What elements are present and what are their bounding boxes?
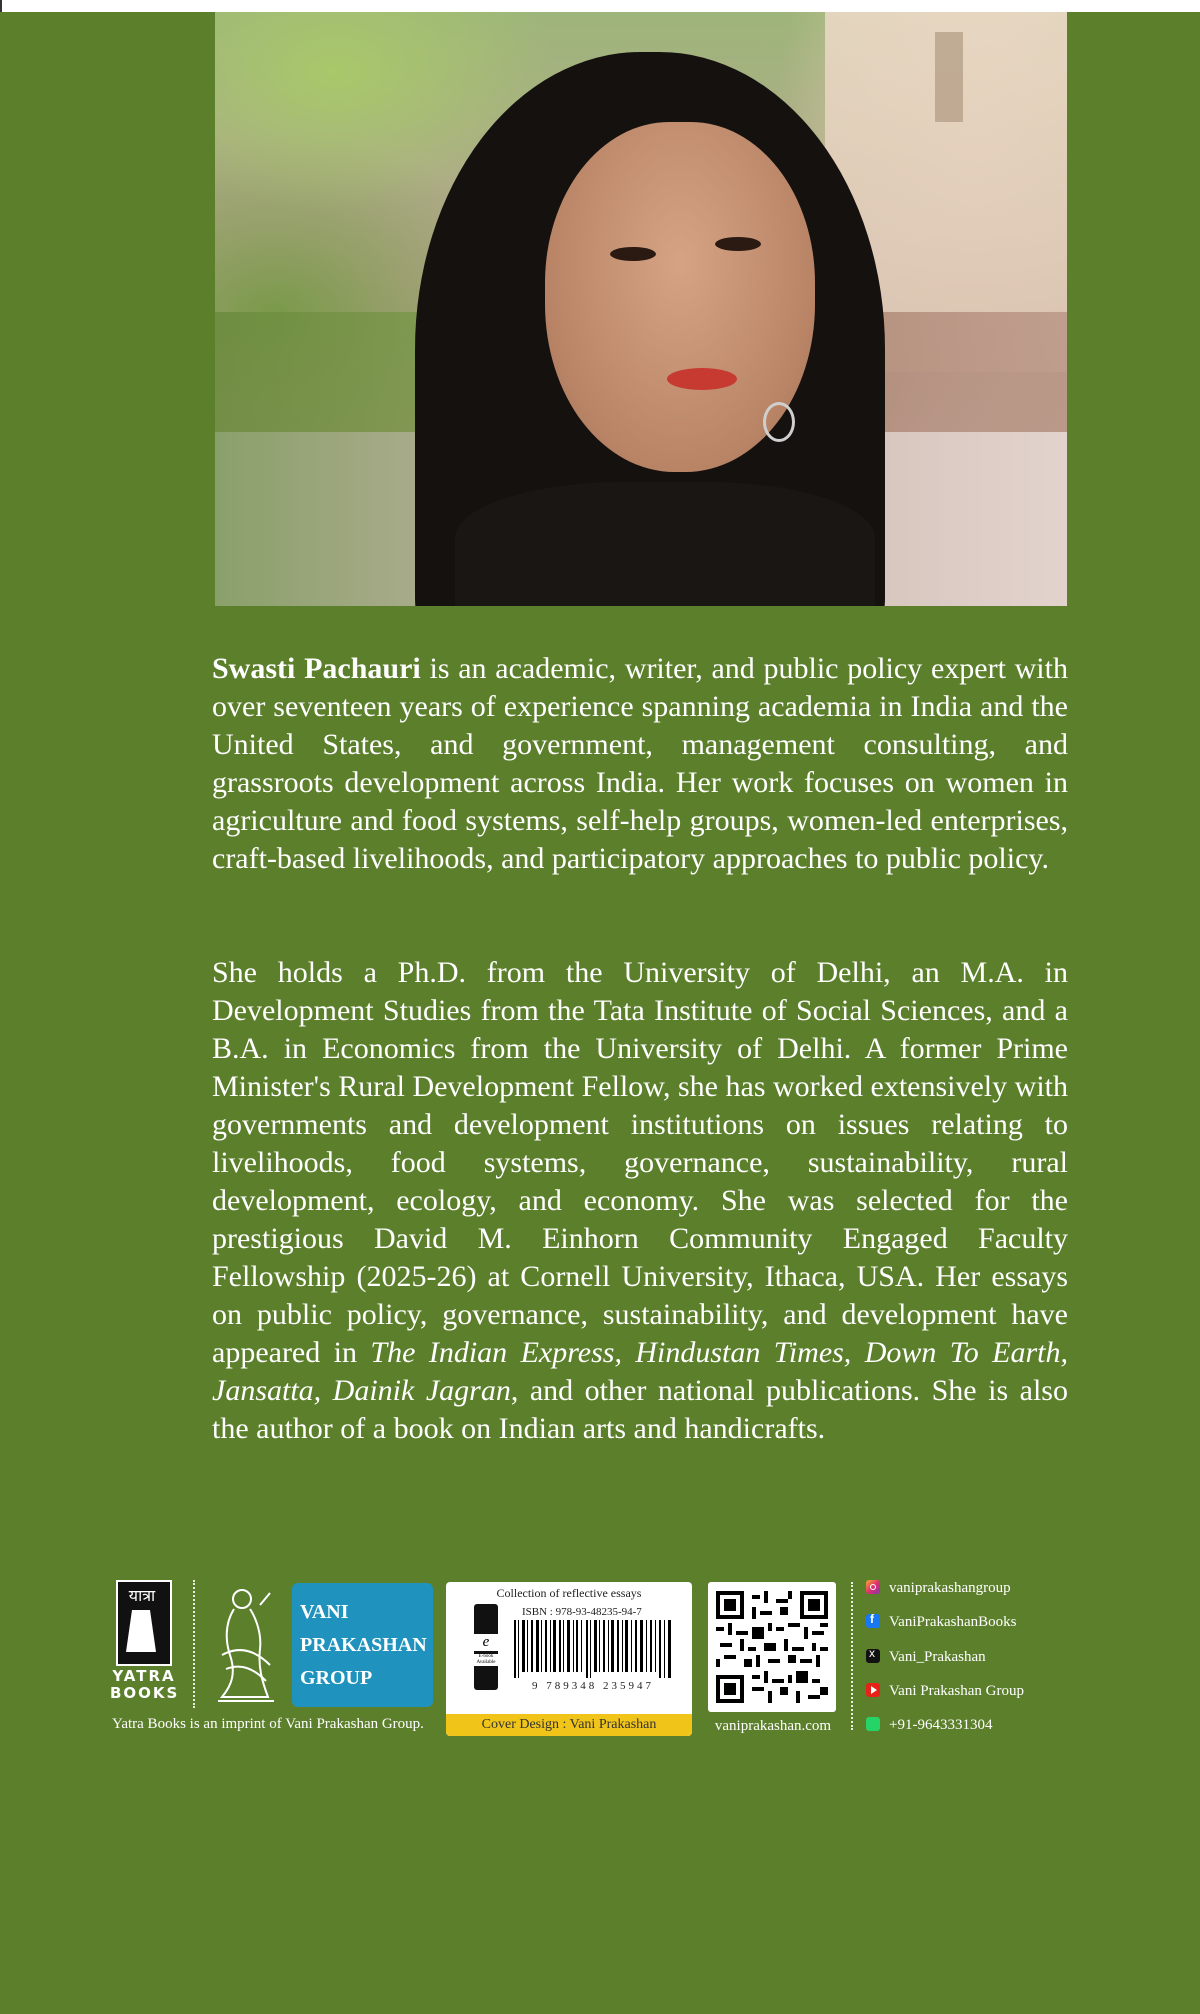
bio-p2-text-b: , and other national publications. She is also the author of a book on Indian arts and handicrafts.: [212, 1374, 1068, 1445]
photo-lips: [667, 368, 737, 390]
social-link-instagram[interactable]: [866, 1580, 1011, 1604]
social-link-x[interactable]: [866, 1649, 986, 1673]
vani-prakashan-label: VANI PRAKASHAN GROUP: [300, 1601, 427, 1689]
bio-p2-text-a: She holds a Ph.D. from the University of Delhi, an M.A. in Development Studies from the Tata Institute of Social Sciences, and a B.A. in Economics from the University of Delhi. A former Prime Minister's Rural Development Fellow, she has worked extensively with governments and development institutions on issues relating to livelihoods, food systems, governance, sustainability, rural development, ecology, and economy. She was selected for the prestigious David M. Einhorn Community Engaged Faculty Fellowship (2025-26) at Cornell University, Ithaca, USA. Her essays on public policy, governance, sustainability, and development have appeared in: [212, 956, 1068, 1369]
barcode-icon: [512, 1620, 674, 1678]
divider-dotted: [851, 1582, 853, 1730]
website-link[interactable]: vaniprakashan.com: [714, 1718, 832, 1734]
qr-code-icon: [716, 1590, 828, 1704]
isbn-number: ISBN : 978-93-48235-94-7: [522, 1606, 642, 1618]
youtube-icon: [866, 1683, 880, 1697]
yatra-hindi-text: यात्रा: [128, 1586, 156, 1605]
photo-shirt: [455, 482, 875, 606]
ebook-icon: e: [474, 1634, 498, 1651]
ebook-available-text: E-book Available: [474, 1654, 498, 1666]
social-label: Vani_Prakashan: [889, 1649, 986, 1665]
instagram-icon: [866, 1580, 880, 1594]
photo-earring: [763, 402, 795, 442]
photo-eye-right: [715, 237, 761, 251]
saraswati-logo-icon: [212, 1585, 280, 1707]
barcode-digits: 9 789348 235947: [532, 1680, 654, 1692]
social-link-facebook[interactable]: [866, 1614, 1017, 1638]
social-link-youtube[interactable]: [866, 1683, 1024, 1707]
top-border: [0, 0, 1200, 12]
social-label: vaniprakashangroup: [889, 1580, 1011, 1596]
facebook-icon: [866, 1614, 880, 1628]
social-label: Vani Prakashan Group: [889, 1683, 1024, 1699]
author-bio-paragraph-1: [212, 650, 1068, 878]
whatsapp-icon: [866, 1717, 880, 1731]
author-name: Swasti Pachauri: [212, 652, 421, 685]
ebook-badge: [474, 1604, 498, 1690]
yatra-books-label: YATRA BOOKS: [110, 1667, 180, 1702]
photo-window: [935, 32, 963, 122]
bio-p1-text: is an academic, writer, and public policy expert with over seventeen years of experience spanning academia in India and the United States, and government, management consulting, and grassroots development across India. Her work focuses on women in agriculture and food systems, self-help groups, women-led enterprises, craft-based livelihoods, and participatory approaches to public policy.: [212, 652, 1068, 875]
imprint-note: Yatra Books is an imprint of Vani Prakashan Group.: [112, 1716, 424, 1732]
x-icon: [866, 1649, 880, 1663]
yatra-books-logo: [110, 1580, 180, 1710]
photo-eye-left: [610, 247, 656, 261]
book-genre-label: Collection of reflective essays: [496, 1586, 642, 1600]
social-label: +91-9643331304: [889, 1717, 993, 1733]
author-bio-paragraph-2: [212, 954, 1068, 1448]
divider-dotted: [193, 1580, 195, 1708]
social-label: VaniPrakashanBooks: [889, 1614, 1017, 1630]
publication-names: The Indian Express, Hindustan Times, Down To Earth, Jansatta, Dainik Jagran: [212, 1336, 1068, 1407]
author-photo: [215, 12, 1067, 606]
cover-design-credit: Cover Design : Vani Prakashan: [446, 1714, 692, 1736]
social-link-whatsapp[interactable]: [866, 1717, 992, 1741]
isbn-card: [446, 1582, 692, 1736]
qr-code[interactable]: [708, 1582, 836, 1712]
